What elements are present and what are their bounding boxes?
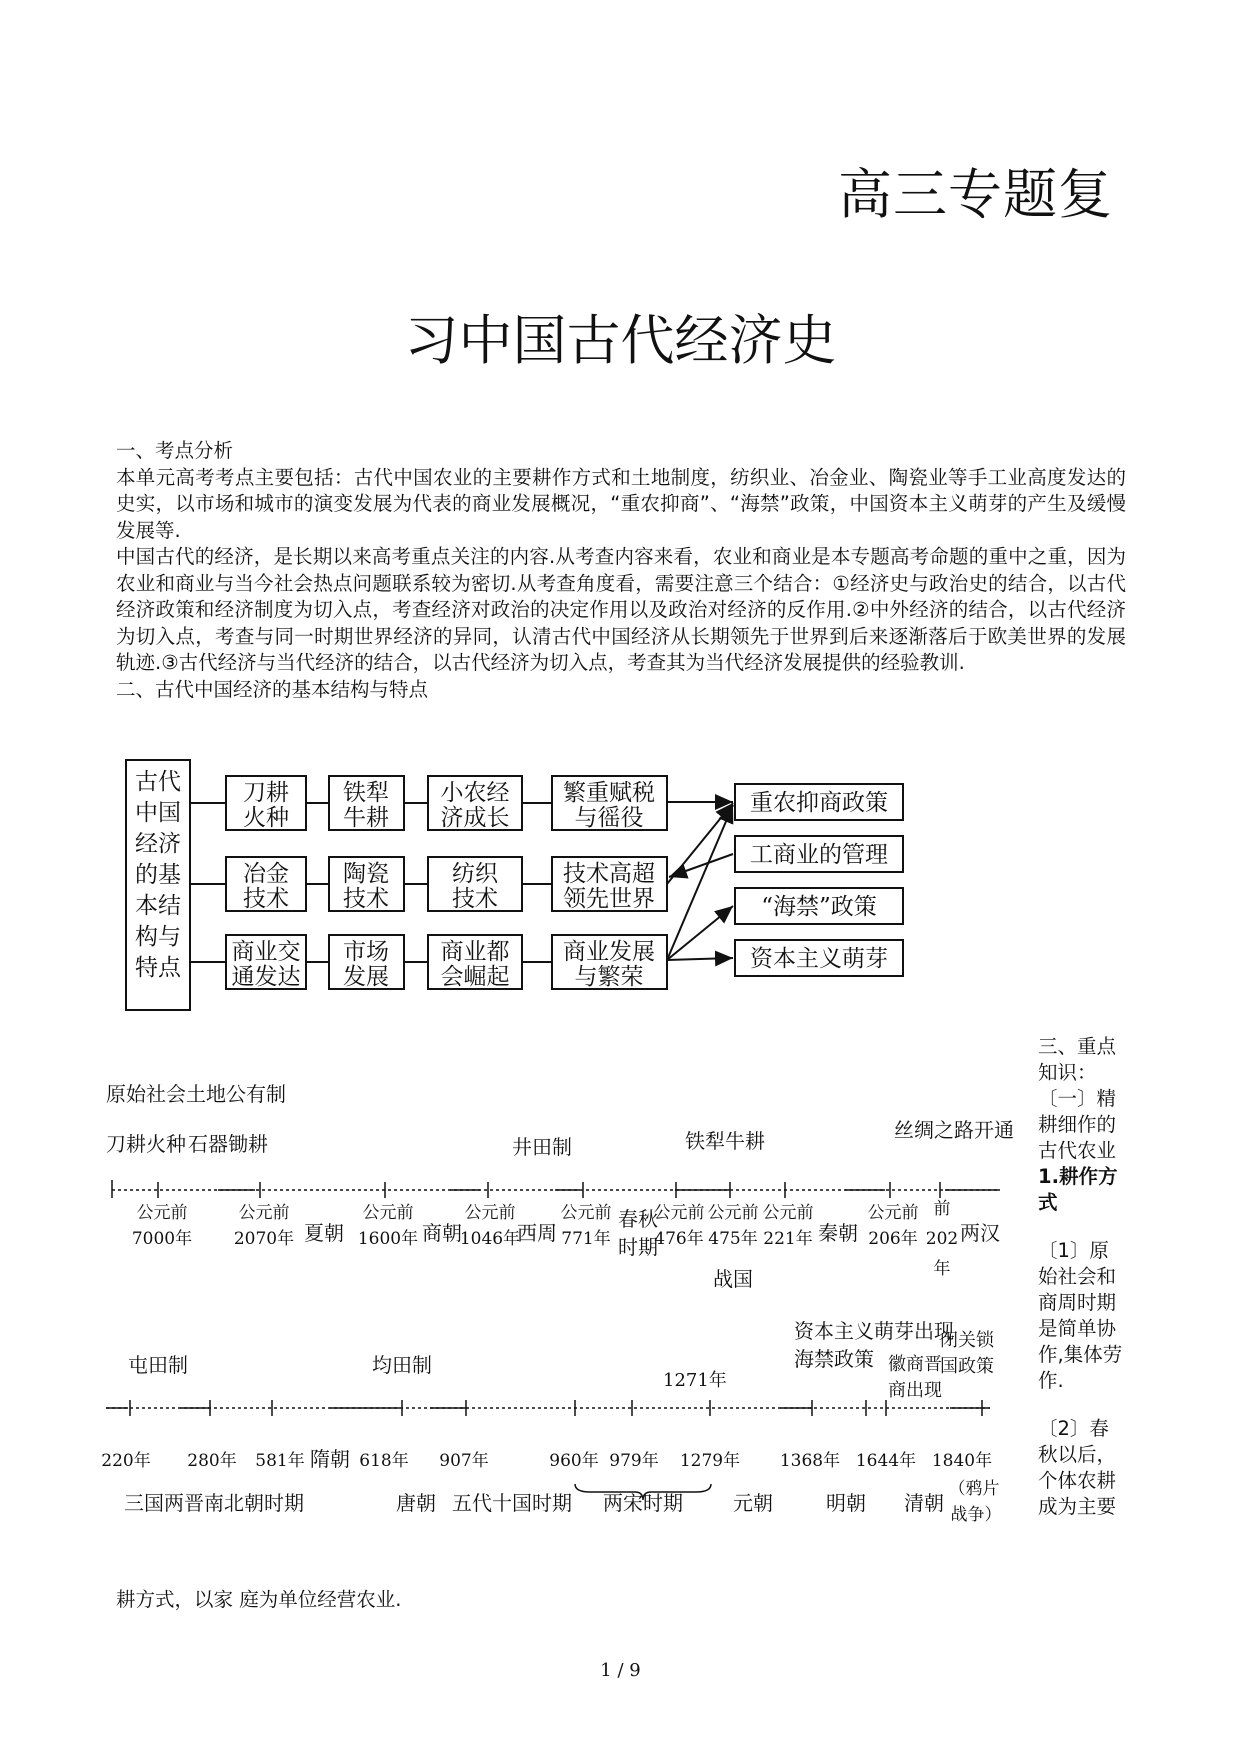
t1-date-7a: 公元前 bbox=[707, 1203, 759, 1223]
root-line-5: 本结 bbox=[135, 893, 181, 919]
r1c4-b: 与徭役 bbox=[574, 805, 644, 831]
t1-period-chunqiu-b: 时期 bbox=[618, 1235, 658, 1259]
t2-date-979: 979年 bbox=[609, 1451, 659, 1471]
t2-date-1279: 1279年 bbox=[679, 1451, 741, 1471]
t1-date-6a: 公元前 bbox=[653, 1203, 705, 1223]
t2-event-huishang-a: 徽商晋 bbox=[888, 1354, 942, 1375]
t1-date-2a: 公元前 bbox=[238, 1203, 290, 1223]
t1-date-9a: 公元前 bbox=[867, 1203, 919, 1223]
r1c4-a: 繁重赋税 bbox=[563, 780, 655, 806]
t2-period-opium-b: 战争） bbox=[950, 1505, 1002, 1525]
section3-sub2: 1.耕作方式 bbox=[1038, 1165, 1118, 1214]
t2-date-960: 960年 bbox=[549, 1451, 599, 1471]
r1c1-a: 刀耕 bbox=[243, 780, 289, 806]
r3c4-a: 商业发展 bbox=[563, 939, 655, 965]
t2-period-yuan: 元朝 bbox=[733, 1491, 773, 1515]
t1-period-chunqiu-a: 春秋 bbox=[618, 1207, 658, 1231]
t1-period-xia: 夏朝 bbox=[304, 1221, 344, 1245]
t1-date-1b: 7000年 bbox=[131, 1229, 193, 1249]
r2c4-b: 领先世界 bbox=[563, 886, 655, 912]
t1-date-3a: 公元前 bbox=[362, 1203, 414, 1223]
t1-period-zhanguo: 战国 bbox=[713, 1267, 753, 1291]
t1-period-qin: 秦朝 bbox=[818, 1221, 858, 1245]
t1-period-xizhou: 西周 bbox=[517, 1221, 557, 1245]
t2-period-tang: 唐朝 bbox=[396, 1491, 436, 1515]
t1-date-1a: 公元前 bbox=[136, 1203, 188, 1223]
r2c3-b: 技术 bbox=[452, 886, 498, 912]
outcome-1: 重农抑商政策 bbox=[750, 790, 888, 816]
t2-date-581: 581年 bbox=[255, 1451, 305, 1471]
root-line-7: 特点 bbox=[135, 955, 181, 981]
t1-date-3b: 1600年 bbox=[357, 1229, 419, 1249]
r3c4-b: 与繁荣 bbox=[574, 964, 644, 990]
page-number: 1 / 9 bbox=[600, 1660, 641, 1681]
t1-event-2: 刀耕火种 bbox=[106, 1132, 186, 1156]
r1c3-b: 济成长 bbox=[440, 805, 510, 831]
r3c2-a: 市场 bbox=[343, 939, 389, 965]
t2-period-opium-a: （鸦片 bbox=[948, 1479, 1000, 1499]
t2-period-wudai: 五代十国时期 bbox=[452, 1491, 572, 1515]
t1-date-2b: 2070年 bbox=[233, 1229, 295, 1249]
t2-period-sanguo: 三国两晋南北朝时期 bbox=[124, 1491, 304, 1515]
t1-date-5b: 771年 bbox=[561, 1229, 611, 1249]
r1c2-a: 铁犁 bbox=[343, 780, 389, 806]
r2c2-a: 陶瓷 bbox=[343, 861, 389, 887]
page-title-line2-text: 习中国古代经济史 bbox=[404, 309, 837, 372]
t1-event-6: 丝绸之路开通 bbox=[894, 1118, 1014, 1142]
r2c1-a: 冶金 bbox=[243, 861, 289, 887]
t1-date-6b: 476年 bbox=[654, 1229, 704, 1249]
section3-sub1: 〔一〕精耕细作的古代农业 bbox=[1038, 1087, 1117, 1162]
t2-period-ming: 明朝 bbox=[826, 1491, 866, 1515]
section3-item2: 〔2〕春秋以后，个体农耕成为主要 bbox=[1038, 1417, 1117, 1518]
section1-para2: 中国古代的经济，是长期以来高考重点关注的内容.从考查内容来看，农业和商业是本专题高考命题的重中之重，因为农业和商业与当今社会热点问题联系较为密切.从考查角度看，需要注意三个结合：①经济史与政治史的结合，以古代经济政策和经济制度为切入点，考查经济对政治的决定作用以及政治对经济的反作用.②中外经济的结合，以古代经济为切入点，考查与同一时期世界经济的异同，认清古代中国经济从长期领先于世界到后来逐渐落后于欧美世界的发展轨迹.③古代经济与当代经济的结合，以古代经济为切入点，考查其为当代经济发展提供的经验教训. bbox=[116, 545, 1126, 674]
t2-period-qing: 清朝 bbox=[904, 1491, 944, 1515]
t1-date-8b: 221年 bbox=[763, 1229, 813, 1249]
t1-event-4: 井田制 bbox=[512, 1135, 572, 1159]
t1-event-5: 铁犁牛耕 bbox=[685, 1129, 765, 1153]
t2-date-280: 280年 bbox=[187, 1451, 237, 1471]
root-line-2: 中国 bbox=[135, 800, 181, 826]
t2-period-song: 两宋时期 bbox=[603, 1491, 683, 1515]
t2-event-sprouts: 资本主义萌芽出现 bbox=[794, 1319, 954, 1343]
t1-event-1: 原始社会土地公有制 bbox=[106, 1082, 286, 1106]
t1-date-5a: 公元前 bbox=[560, 1203, 612, 1223]
t1-period-han: 两汉 bbox=[960, 1221, 1000, 1245]
r3c2-b: 发展 bbox=[343, 964, 389, 990]
section1-para1: 本单元高考考点主要包括：古代中国农业的主要耕作方式和土地制度，纺织业、冶金业、陶瓷业等手工业高度发达的史实，以市场和城市的演变发展为代表的商业发展概况，“重农抑商”、“海禁”政策，中国资本主义萌芽的产生及缓慢发展等. bbox=[116, 465, 1126, 542]
t2-date-1644: 1644年 bbox=[855, 1451, 917, 1471]
section1-heading: 一、考点分析 bbox=[116, 439, 234, 462]
t2-event-juntian: 均田制 bbox=[372, 1353, 432, 1377]
outcome-2: 工商业的管理 bbox=[750, 842, 888, 868]
t2-date-1840: 1840年 bbox=[931, 1451, 993, 1471]
r2c4-a: 技术高超 bbox=[563, 861, 655, 887]
t1-date-8a: 公元前 bbox=[762, 1203, 814, 1223]
r2c3-a: 纺织 bbox=[452, 861, 498, 887]
r2c2-b: 技术 bbox=[343, 886, 389, 912]
r3c1-b: 通发达 bbox=[231, 964, 301, 990]
t1-event-3: 石器锄耕 bbox=[188, 1132, 268, 1156]
r2c1-b: 技术 bbox=[243, 886, 289, 912]
section3-continuation: 耕方式，以家 庭为单位经营农业. bbox=[116, 1588, 402, 1611]
timeline-1 bbox=[112, 1180, 1000, 1198]
outcome-3: “海禁”政策 bbox=[761, 894, 877, 920]
t1-date-4a: 公元前 bbox=[464, 1203, 516, 1223]
root-line-1: 古代 bbox=[135, 769, 181, 795]
t1-date-7b: 475年 bbox=[708, 1229, 758, 1249]
r3c3-a: 商业都 bbox=[440, 939, 510, 965]
root-line-3: 经济 bbox=[135, 831, 181, 857]
section3-item1: 〔1〕原始社会和商周时期是简单协作,集体劳作. bbox=[1038, 1239, 1123, 1392]
outcome-4: 资本主义萌芽 bbox=[750, 946, 888, 972]
section2-heading: 二、古代中国经济的基本结构与特点 bbox=[116, 677, 429, 701]
page-title-line1: 高三专题复 bbox=[838, 163, 1113, 226]
t2-event-huishang-b: 商出现 bbox=[888, 1380, 942, 1401]
t2-event-1271: 1271年 bbox=[663, 1370, 727, 1391]
t2-event-tuntian: 屯田制 bbox=[128, 1353, 188, 1377]
t2-date-1368: 1368年 bbox=[779, 1451, 841, 1471]
timeline-2 bbox=[106, 1400, 993, 1500]
t2-date-618: 618年 bbox=[359, 1451, 409, 1471]
r1c1-b: 火种 bbox=[243, 805, 289, 831]
t1-date-10a: 前 bbox=[933, 1199, 951, 1219]
r3c3-b: 会崛起 bbox=[440, 964, 510, 990]
t2-period-sui: 隋朝 bbox=[310, 1447, 350, 1471]
t1-date-4b: 1046年 bbox=[459, 1229, 521, 1249]
root-line-4: 的基 bbox=[135, 862, 181, 888]
r1c2-b: 牛耕 bbox=[343, 805, 389, 831]
t2-date-907: 907年 bbox=[439, 1451, 489, 1471]
t2-event-biguan-a: 闭关锁 bbox=[940, 1330, 994, 1351]
t2-date-220: 220年 bbox=[101, 1451, 151, 1471]
section3-heading: 三、重点知识： bbox=[1038, 1035, 1117, 1084]
r3c1-a: 商业交 bbox=[231, 939, 301, 965]
t2-event-biguan-b: 国政策 bbox=[940, 1356, 994, 1377]
t1-period-shang: 商朝 bbox=[422, 1221, 462, 1245]
t1-date-9b: 206年 bbox=[868, 1229, 918, 1249]
r1c3-a: 小农经 bbox=[440, 780, 510, 806]
root-line-6: 构与 bbox=[135, 924, 181, 950]
t1-date-10c: 年 bbox=[933, 1259, 951, 1279]
section-key-knowledge bbox=[1038, 1034, 1126, 1542]
t1-date-10b: 202 bbox=[925, 1229, 959, 1249]
t2-event-haijin: 海禁政策 bbox=[794, 1347, 874, 1371]
